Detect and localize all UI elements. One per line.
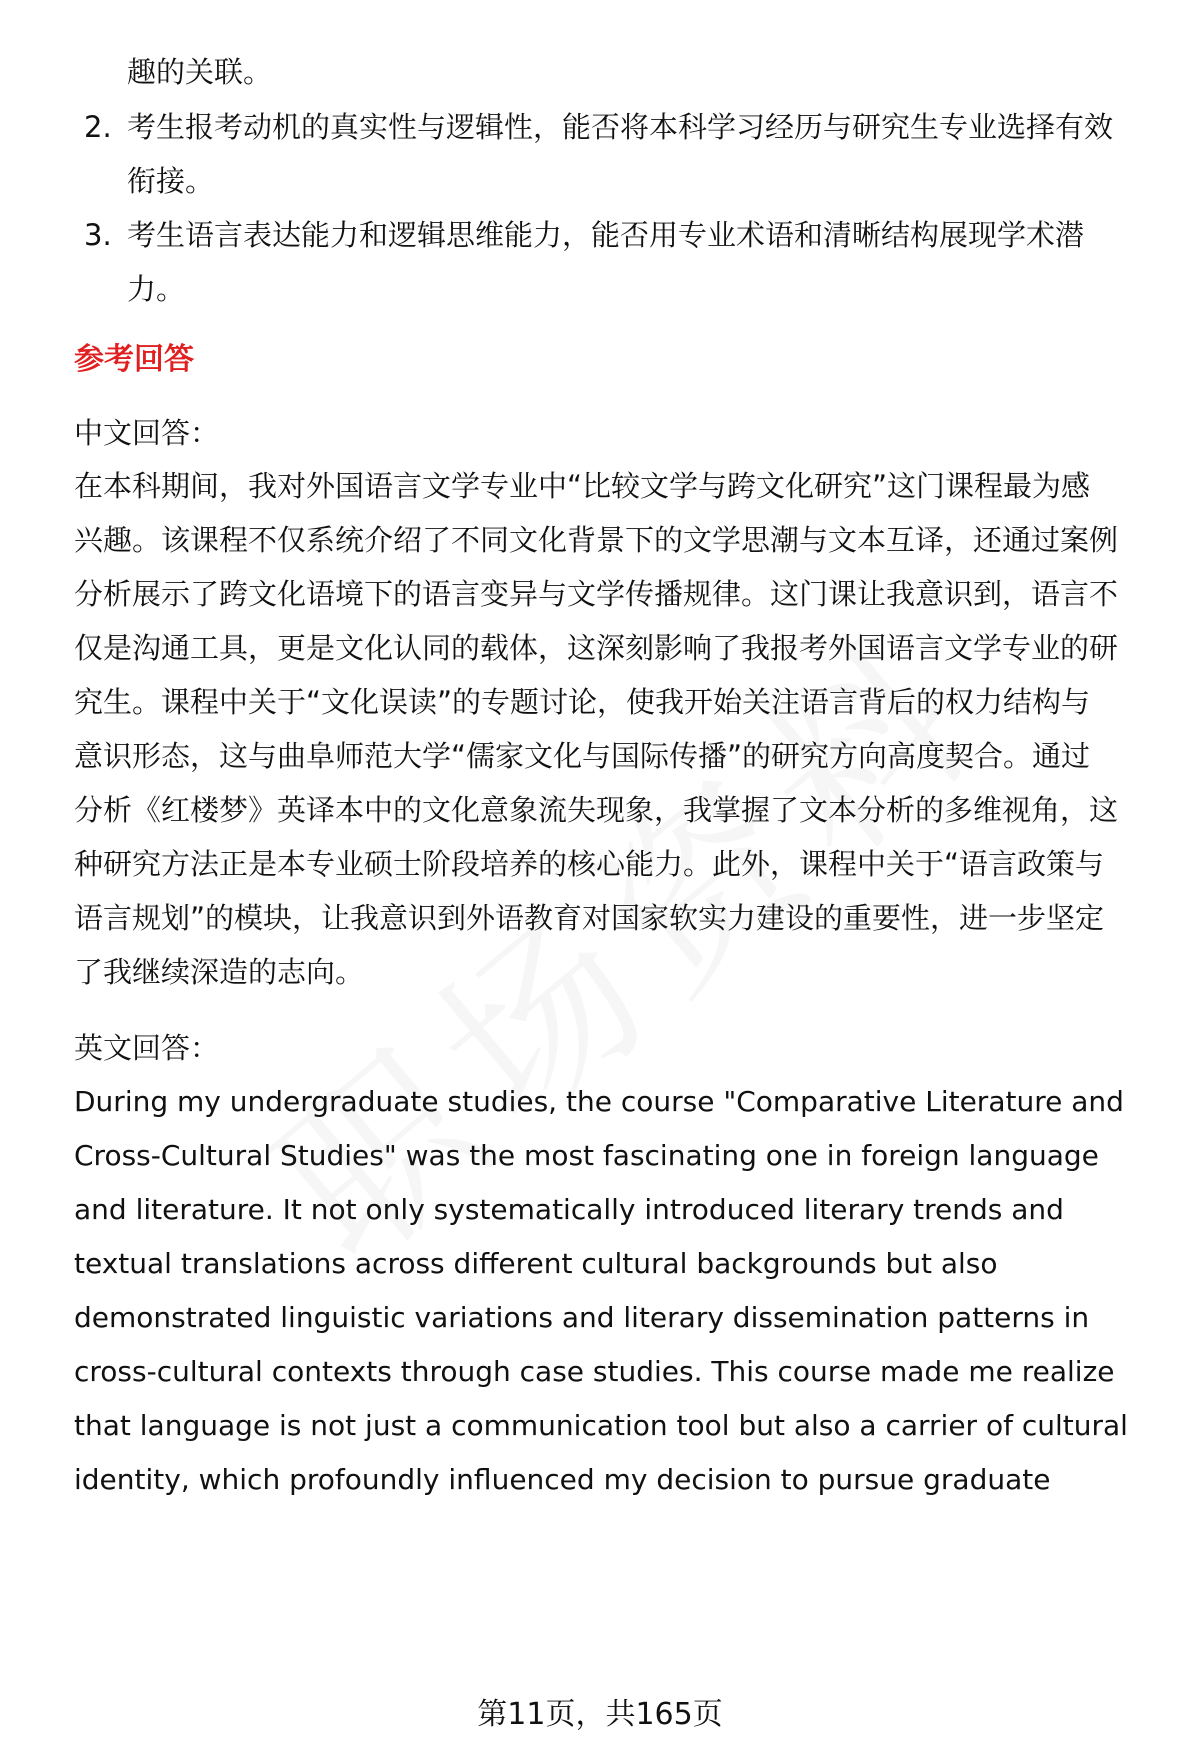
english-answer-line: textual translations across different cultural backgrounds but also <box>74 1247 998 1280</box>
chinese-answer-line: 意识形态，这与曲阜师范大学“儒家文化与国际传播”的研究方向高度契合。通过 <box>74 739 1091 773</box>
page-number-footer: 第11页，共165页 <box>477 1697 723 1732</box>
chinese-answer-line: 仅是沟通工具，更是文化认同的载体，这深刻影响了我报考外国语言文学专业的研 <box>74 631 1119 665</box>
list-item-text: 考生语言表达能力和逻辑思维能力，能否用专业术语和清晰结构展现学术潜 <box>127 218 1085 252</box>
list-item-text: 力。 <box>127 272 186 306</box>
reference-answer-heading: 参考回答 <box>74 342 194 377</box>
chinese-answer-line: 究生。课程中关于“文化误读”的专题讨论，使我开始关注语言背后的权力结构与 <box>74 685 1091 719</box>
english-answer-line: identity, which profoundly influenced my decision to pursue graduate <box>74 1463 1051 1496</box>
chinese-answer-line: 语言规划”的模块，让我意识到外语教育对国家软实力建设的重要性，进一步坚定 <box>74 901 1105 935</box>
chinese-answer-label: 中文回答： <box>74 416 220 450</box>
chinese-answer-line: 兴趣。该课程不仅系统介绍了不同文化背景下的文学思潮与文本互译，还通过案例 <box>74 523 1119 557</box>
list-item-number: 2. <box>84 110 112 144</box>
english-answer-line: demonstrated linguistic variations and literary dissemination patterns in <box>74 1301 1090 1334</box>
list-carry-over: 趣的关联。 <box>127 55 273 89</box>
english-answer-label: 英文回答： <box>74 1031 220 1065</box>
chinese-answer-line: 了我继续深造的志向。 <box>74 955 365 989</box>
chinese-answer-line: 在本科期间，我对外国语言文学专业中“比较文学与跨文化研究”这门课程最为感 <box>74 469 1091 503</box>
list-item-text: 考生报考动机的真实性与逻辑性，能否将本科学习经历与研究生专业选择有效 <box>127 110 1114 144</box>
list-item-text: 衔接。 <box>127 164 215 198</box>
chinese-answer-line: 分析《红楼梦》英译本中的文化意象流失现象，我掌握了文本分析的多维视角，这 <box>74 793 1119 827</box>
english-answer-line: Cross-Cultural Studies" was the most fascinating one in foreign language <box>74 1139 1099 1172</box>
chinese-answer-line: 分析展示了跨文化语境下的语言变异与文学传播规律。这门课让我意识到，语言不 <box>74 577 1119 611</box>
english-answer-line: that language is not just a communication tool but also a carrier of cultural <box>74 1409 1128 1442</box>
english-answer-line: and literature. It not only systematically introduced literary trends and <box>74 1193 1064 1226</box>
english-answer-line: cross-cultural contexts through case studies. This course made me realize <box>74 1355 1115 1388</box>
english-answer-line: During my undergraduate studies, the course "Comparative Literature and <box>74 1085 1124 1118</box>
chinese-answer-line: 种研究方法正是本专业硕士阶段培养的核心能力。此外，课程中关于“语言政策与 <box>74 847 1105 881</box>
list-item-number: 3. <box>84 218 112 252</box>
